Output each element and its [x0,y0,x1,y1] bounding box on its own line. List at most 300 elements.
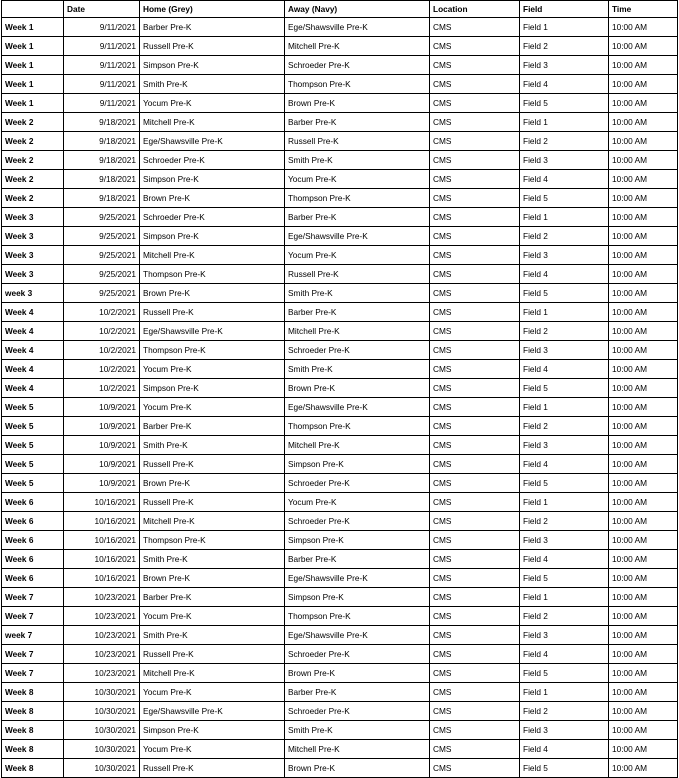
away-team-cell: Schroeder Pre-K [285,341,430,360]
location-cell: CMS [430,18,520,37]
field-cell: Field 1 [520,303,609,322]
away-team-cell: Smith Pre-K [285,721,430,740]
week-cell: Week 3 [2,246,64,265]
field-cell: Field 5 [520,759,609,778]
table-row [2,550,678,569]
field-cell: Field 4 [520,645,609,664]
date-cell: 10/2/2021 [64,360,140,379]
away-team-cell: Thompson Pre-K [285,189,430,208]
field-cell: Field 3 [520,721,609,740]
table-row [2,474,678,493]
location-cell: CMS [430,740,520,759]
location-cell: CMS [430,284,520,303]
week-cell: Week 6 [2,550,64,569]
away-team-cell: Thompson Pre-K [285,607,430,626]
table-row [2,284,678,303]
week-cell: Week 1 [2,75,64,94]
away-team-cell: Schroeder Pre-K [285,702,430,721]
table-row [2,664,678,683]
home-team-cell: Yocum Pre-K [140,683,285,702]
time-cell: 10:00 AM [609,721,678,740]
field-cell: Field 1 [520,588,609,607]
date-cell: 9/25/2021 [64,246,140,265]
away-team-cell: Schroeder Pre-K [285,56,430,75]
home-team-cell: Thompson Pre-K [140,265,285,284]
away-team-cell: Mitchell Pre-K [285,740,430,759]
date-cell: 10/2/2021 [64,303,140,322]
field-cell: Field 5 [520,284,609,303]
time-cell: 10:00 AM [609,398,678,417]
table-row [2,398,678,417]
away-team-cell: Mitchell Pre-K [285,322,430,341]
date-cell: 9/18/2021 [64,132,140,151]
week-cell: Week 1 [2,56,64,75]
date-cell: 10/23/2021 [64,664,140,683]
date-cell: 10/23/2021 [64,588,140,607]
date-cell: 10/23/2021 [64,626,140,645]
away-team-cell: Barber Pre-K [285,550,430,569]
field-cell: Field 2 [520,702,609,721]
time-cell: 10:00 AM [609,132,678,151]
date-cell: 10/2/2021 [64,379,140,398]
week-cell: Week 2 [2,113,64,132]
table-row [2,303,678,322]
location-cell: CMS [430,721,520,740]
time-cell: 10:00 AM [609,759,678,778]
week-cell: Week 6 [2,493,64,512]
date-cell: 10/2/2021 [64,322,140,341]
home-team-cell: Russell Pre-K [140,645,285,664]
field-cell: Field 2 [520,322,609,341]
field-cell: Field 3 [520,341,609,360]
time-cell: 10:00 AM [609,341,678,360]
home-team-cell: Schroeder Pre-K [140,208,285,227]
table-row [2,607,678,626]
field-cell: Field 1 [520,208,609,227]
time-cell: 10:00 AM [609,607,678,626]
home-team-cell: Barber Pre-K [140,417,285,436]
away-team-cell: Russell Pre-K [285,132,430,151]
time-cell: 10:00 AM [609,170,678,189]
home-team-cell: Mitchell Pre-K [140,113,285,132]
week-cell: Week 2 [2,170,64,189]
week-cell: Week 7 [2,645,64,664]
date-cell: 9/18/2021 [64,151,140,170]
table-row [2,702,678,721]
time-cell: 10:00 AM [609,227,678,246]
table-row [2,246,678,265]
table-row [2,417,678,436]
away-team-cell: Smith Pre-K [285,284,430,303]
field-cell: Field 2 [520,37,609,56]
time-cell: 10:00 AM [609,18,678,37]
field-cell: Field 3 [520,246,609,265]
field-cell: Field 4 [520,740,609,759]
home-team-cell: Russell Pre-K [140,455,285,474]
header-location: Location [430,1,520,18]
field-cell: Field 5 [520,379,609,398]
table-row [2,531,678,550]
header-away: Away (Navy) [285,1,430,18]
header-week [2,1,64,18]
time-cell: 10:00 AM [609,379,678,398]
date-cell: 10/30/2021 [64,683,140,702]
field-cell: Field 3 [520,436,609,455]
time-cell: 10:00 AM [609,740,678,759]
time-cell: 10:00 AM [609,151,678,170]
header-field: Field [520,1,609,18]
time-cell: 10:00 AM [609,208,678,227]
week-cell: Week 4 [2,322,64,341]
table-row [2,341,678,360]
home-team-cell: Brown Pre-K [140,284,285,303]
location-cell: CMS [430,151,520,170]
location-cell: CMS [430,360,520,379]
time-cell: 10:00 AM [609,626,678,645]
field-cell: Field 3 [520,56,609,75]
field-cell: Field 3 [520,531,609,550]
time-cell: 10:00 AM [609,474,678,493]
location-cell: CMS [430,474,520,493]
away-team-cell: Simpson Pre-K [285,588,430,607]
away-team-cell: Mitchell Pre-K [285,37,430,56]
table-row [2,132,678,151]
week-cell: Week 4 [2,341,64,360]
field-cell: Field 4 [520,360,609,379]
week-cell: Week 5 [2,455,64,474]
home-team-cell: Yocum Pre-K [140,94,285,113]
location-cell: CMS [430,94,520,113]
time-cell: 10:00 AM [609,664,678,683]
home-team-cell: Russell Pre-K [140,493,285,512]
location-cell: CMS [430,455,520,474]
away-team-cell: Smith Pre-K [285,151,430,170]
week-cell: Week 3 [2,208,64,227]
time-cell: 10:00 AM [609,303,678,322]
date-cell: 9/25/2021 [64,284,140,303]
week-cell: Week 1 [2,18,64,37]
away-team-cell: Simpson Pre-K [285,531,430,550]
field-cell: Field 3 [520,151,609,170]
away-team-cell: Ege/Shawsville Pre-K [285,626,430,645]
table-row [2,512,678,531]
time-cell: 10:00 AM [609,531,678,550]
time-cell: 10:00 AM [609,550,678,569]
date-cell: 10/16/2021 [64,569,140,588]
date-cell: 9/18/2021 [64,189,140,208]
location-cell: CMS [430,208,520,227]
home-team-cell: Thompson Pre-K [140,531,285,550]
date-cell: 9/11/2021 [64,37,140,56]
location-cell: CMS [430,493,520,512]
time-cell: 10:00 AM [609,37,678,56]
home-team-cell: Brown Pre-K [140,569,285,588]
week-cell: Week 8 [2,683,64,702]
home-team-cell: Smith Pre-K [140,75,285,94]
table-row [2,208,678,227]
location-cell: CMS [430,341,520,360]
header-row [2,1,678,18]
away-team-cell: Schroeder Pre-K [285,512,430,531]
table-row [2,151,678,170]
location-cell: CMS [430,132,520,151]
table-row [2,436,678,455]
home-team-cell: Ege/Shawsville Pre-K [140,702,285,721]
field-cell: Field 2 [520,227,609,246]
location-cell: CMS [430,398,520,417]
time-cell: 10:00 AM [609,189,678,208]
week-cell: Week 6 [2,569,64,588]
table-row [2,322,678,341]
location-cell: CMS [430,569,520,588]
time-cell: 10:00 AM [609,284,678,303]
week-cell: Week 2 [2,189,64,208]
date-cell: 10/23/2021 [64,645,140,664]
date-cell: 10/2/2021 [64,341,140,360]
date-cell: 9/11/2021 [64,56,140,75]
away-team-cell: Yocum Pre-K [285,246,430,265]
away-team-cell: Barber Pre-K [285,208,430,227]
away-team-cell: Barber Pre-K [285,303,430,322]
away-team-cell: Mitchell Pre-K [285,436,430,455]
week-cell: Week 7 [2,607,64,626]
time-cell: 10:00 AM [609,455,678,474]
location-cell: CMS [430,265,520,284]
table-row [2,626,678,645]
away-team-cell: Brown Pre-K [285,759,430,778]
week-cell: Week 1 [2,94,64,113]
home-team-cell: Ege/Shawsville Pre-K [140,132,285,151]
week-cell: Week 5 [2,474,64,493]
header-time: Time [609,1,678,18]
away-team-cell: Thompson Pre-K [285,417,430,436]
date-cell: 10/16/2021 [64,550,140,569]
date-cell: 9/11/2021 [64,18,140,37]
time-cell: 10:00 AM [609,702,678,721]
away-team-cell: Smith Pre-K [285,360,430,379]
location-cell: CMS [430,645,520,664]
date-cell: 9/18/2021 [64,113,140,132]
table-row [2,740,678,759]
home-team-cell: Russell Pre-K [140,37,285,56]
field-cell: Field 2 [520,417,609,436]
date-cell: 10/9/2021 [64,455,140,474]
location-cell: CMS [430,227,520,246]
time-cell: 10:00 AM [609,436,678,455]
field-cell: Field 5 [520,474,609,493]
time-cell: 10:00 AM [609,569,678,588]
location-cell: CMS [430,189,520,208]
away-team-cell: Barber Pre-K [285,683,430,702]
week-cell: Week 5 [2,436,64,455]
table-row [2,37,678,56]
table-row [2,170,678,189]
date-cell: 10/9/2021 [64,436,140,455]
week-cell: Week 7 [2,588,64,607]
time-cell: 10:00 AM [609,113,678,132]
field-cell: Field 1 [520,398,609,417]
time-cell: 10:00 AM [609,683,678,702]
table-row [2,227,678,246]
time-cell: 10:00 AM [609,322,678,341]
field-cell: Field 4 [520,265,609,284]
field-cell: Field 5 [520,189,609,208]
away-team-cell: Yocum Pre-K [285,170,430,189]
home-team-cell: Brown Pre-K [140,189,285,208]
home-team-cell: Yocum Pre-K [140,740,285,759]
away-team-cell: Brown Pre-K [285,94,430,113]
table-row [2,588,678,607]
week-cell: Week 4 [2,379,64,398]
field-cell: Field 3 [520,626,609,645]
header-date: Date [64,1,140,18]
location-cell: CMS [430,607,520,626]
away-team-cell: Barber Pre-K [285,113,430,132]
location-cell: CMS [430,436,520,455]
field-cell: Field 4 [520,170,609,189]
week-cell: Week 4 [2,360,64,379]
home-team-cell: Barber Pre-K [140,18,285,37]
date-cell: 10/30/2021 [64,721,140,740]
location-cell: CMS [430,417,520,436]
field-cell: Field 4 [520,550,609,569]
week-cell: week 3 [2,284,64,303]
time-cell: 10:00 AM [609,588,678,607]
away-team-cell: Schroeder Pre-K [285,645,430,664]
location-cell: CMS [430,303,520,322]
field-cell: Field 5 [520,94,609,113]
away-team-cell: Brown Pre-K [285,379,430,398]
week-cell: week 7 [2,626,64,645]
location-cell: CMS [430,550,520,569]
home-team-cell: Thompson Pre-K [140,341,285,360]
table-row [2,265,678,284]
home-team-cell: Simpson Pre-K [140,170,285,189]
table-row [2,189,678,208]
date-cell: 10/9/2021 [64,474,140,493]
away-team-cell: Yocum Pre-K [285,493,430,512]
date-cell: 9/25/2021 [64,265,140,284]
week-cell: Week 7 [2,664,64,683]
home-team-cell: Brown Pre-K [140,474,285,493]
location-cell: CMS [430,246,520,265]
home-team-cell: Mitchell Pre-K [140,664,285,683]
location-cell: CMS [430,113,520,132]
away-team-cell: Thompson Pre-K [285,75,430,94]
week-cell: Week 5 [2,398,64,417]
home-team-cell: Smith Pre-K [140,626,285,645]
table-row [2,721,678,740]
field-cell: Field 4 [520,455,609,474]
field-cell: Field 2 [520,512,609,531]
field-cell: Field 1 [520,493,609,512]
location-cell: CMS [430,664,520,683]
date-cell: 10/9/2021 [64,417,140,436]
away-team-cell: Russell Pre-K [285,265,430,284]
field-cell: Field 1 [520,683,609,702]
table-row [2,379,678,398]
date-cell: 10/23/2021 [64,607,140,626]
location-cell: CMS [430,322,520,341]
home-team-cell: Simpson Pre-K [140,721,285,740]
week-cell: Week 5 [2,417,64,436]
schedule-table [1,0,678,778]
week-cell: Week 2 [2,151,64,170]
away-team-cell: Ege/Shawsville Pre-K [285,227,430,246]
home-team-cell: Schroeder Pre-K [140,151,285,170]
home-team-cell: Ege/Shawsville Pre-K [140,322,285,341]
away-team-cell: Simpson Pre-K [285,455,430,474]
time-cell: 10:00 AM [609,512,678,531]
table-row [2,18,678,37]
time-cell: 10:00 AM [609,75,678,94]
away-team-cell: Ege/Shawsville Pre-K [285,18,430,37]
week-cell: Week 8 [2,759,64,778]
home-team-cell: Simpson Pre-K [140,56,285,75]
location-cell: CMS [430,37,520,56]
location-cell: CMS [430,531,520,550]
week-cell: Week 6 [2,512,64,531]
away-team-cell: Schroeder Pre-K [285,474,430,493]
date-cell: 9/18/2021 [64,170,140,189]
field-cell: Field 1 [520,18,609,37]
location-cell: CMS [430,759,520,778]
date-cell: 9/25/2021 [64,208,140,227]
location-cell: CMS [430,683,520,702]
home-team-cell: Yocum Pre-K [140,607,285,626]
table-row [2,683,678,702]
field-cell: Field 2 [520,132,609,151]
time-cell: 10:00 AM [609,417,678,436]
time-cell: 10:00 AM [609,645,678,664]
table-row [2,360,678,379]
week-cell: Week 2 [2,132,64,151]
week-cell: Week 1 [2,37,64,56]
week-cell: Week 8 [2,721,64,740]
home-team-cell: Simpson Pre-K [140,379,285,398]
home-team-cell: Mitchell Pre-K [140,246,285,265]
home-team-cell: Russell Pre-K [140,303,285,322]
table-row [2,75,678,94]
away-team-cell: Ege/Shawsville Pre-K [285,398,430,417]
week-cell: Week 3 [2,227,64,246]
field-cell: Field 2 [520,607,609,626]
field-cell: Field 5 [520,569,609,588]
home-team-cell: Smith Pre-K [140,436,285,455]
date-cell: 10/30/2021 [64,740,140,759]
schedule-body [2,18,678,778]
table-row [2,569,678,588]
time-cell: 10:00 AM [609,56,678,75]
table-row [2,94,678,113]
home-team-cell: Russell Pre-K [140,759,285,778]
time-cell: 10:00 AM [609,246,678,265]
away-team-cell: Brown Pre-K [285,664,430,683]
date-cell: 10/9/2021 [64,398,140,417]
location-cell: CMS [430,75,520,94]
location-cell: CMS [430,379,520,398]
date-cell: 10/16/2021 [64,493,140,512]
date-cell: 10/16/2021 [64,512,140,531]
date-cell: 9/25/2021 [64,227,140,246]
week-cell: Week 6 [2,531,64,550]
week-cell: Week 8 [2,740,64,759]
field-cell: Field 5 [520,664,609,683]
location-cell: CMS [430,512,520,531]
date-cell: 9/11/2021 [64,75,140,94]
home-team-cell: Barber Pre-K [140,588,285,607]
date-cell: 10/30/2021 [64,759,140,778]
